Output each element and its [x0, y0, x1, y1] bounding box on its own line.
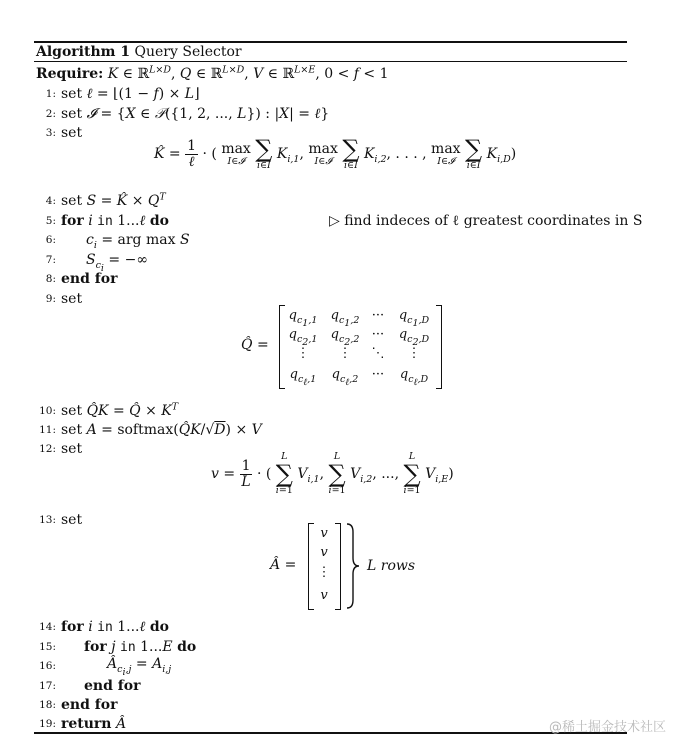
matrix-cell: $q_{c_1,2}$ [330, 308, 360, 329]
line-3: set [61, 125, 83, 141]
equation-k-hat: K̂ = $\frac{1}{\text{ℓ}}$ · ( max I∈𝓘 ∑ i∈I $K_{i,1}$, max I∈𝓘 ∑ i∈I $K_{i,2}$, . . . , max I∈𝓘 ∑ i∈I $K_{i,D}$) [154, 135, 517, 171]
brace-label: L rows [367, 558, 416, 574]
line-17: end for [84, 678, 141, 694]
vector-cell: v [320, 545, 328, 560]
right-brace [345, 522, 361, 610]
line-14: for i in 1...ℓ do [61, 619, 169, 635]
matrix-cell: $q_{c_2,2}$ [330, 327, 360, 348]
equation-v: v = $\frac{1}{L}$ · ( L ∑ i=1 $V_{i,1}$, L ∑ i=1 $V_{i,2}$, ..., L ∑ i=1 $V_{i,E}$) [211, 451, 454, 496]
matrix-cell: ⋮ [407, 346, 421, 361]
matrix-cell: ⋱ [371, 346, 385, 361]
line-number: 14: [39, 621, 56, 633]
matrix-cell: $q_{c_1,1}$ [288, 308, 318, 329]
line-1: set ℓ = ⌊(1 − f) × L⌋ [61, 86, 200, 102]
bottom-rule [34, 732, 627, 734]
line-19: return Â [61, 716, 127, 732]
matrix-cell: ⋮ [296, 346, 310, 361]
comment: ▷ find indeces of ℓ greatest coordinates in S [329, 213, 643, 229]
matrix-cell: $q_{c_2,1}$ [288, 327, 318, 348]
algorithm-title: Query Selector [134, 44, 242, 60]
equation-q-hat-lhs: Q̂ = [241, 337, 269, 353]
header-rule [34, 61, 627, 62]
line-number: 5: [45, 215, 56, 227]
algorithm-header [36, 44, 242, 60]
line-number: 18: [39, 699, 56, 711]
top-rule [34, 41, 627, 43]
line-6: $c_i$ = arg max S [86, 232, 190, 251]
matrix-cell: $q_{c_\ell,D}$ [399, 367, 429, 388]
line-2: set 𝓘 = {X ∈ 𝒫({1, 2, ..., L}) : |X| = ℓ} [61, 106, 330, 122]
vector-cell: v [320, 588, 328, 603]
line-number: 17: [39, 680, 56, 692]
line-number: 2: [45, 108, 56, 120]
line-8: end for [61, 271, 118, 287]
line-18: end for [61, 697, 118, 713]
line-7: $S_{c_i}$ = −∞ [86, 252, 148, 274]
line-number: 6: [45, 234, 56, 246]
watermark: @稀土掘金技术社区 [548, 720, 666, 735]
line-number: 3: [45, 127, 56, 139]
matrix-right-bracket [436, 305, 442, 389]
line-13: set [61, 512, 83, 528]
vector-cell: ⋮ [317, 565, 331, 580]
line-4: set S = K̂ × $Q^T$ [61, 191, 166, 209]
matrix-cell: ··· [371, 327, 385, 342]
matrix-cell: $q_{c_\ell,1}$ [289, 367, 317, 388]
line-11: set A = softmax(Q̂K/√D) × V [61, 422, 262, 438]
line-number: 15: [39, 641, 56, 653]
line-9: set [61, 291, 83, 307]
line-5: for i in 1...ℓ do [61, 213, 169, 229]
line-15: for j in 1...E do [84, 639, 197, 655]
line-number: 8: [45, 273, 56, 285]
algorithm-label: Algorithm 1 [36, 44, 131, 60]
matrix-cell: ⋮ [338, 346, 352, 361]
require-line: Require: K ∈ ℝ$^{L\times D}$, Q ∈ ℝ$^{L\times D}$, V ∈ ℝ$^{L\times E}$, 0 < f < 1 [36, 64, 389, 82]
matrix-cell: $q_{c_\ell,2}$ [331, 367, 359, 388]
line-number: 13: [39, 514, 56, 526]
line-number: 19: [39, 718, 56, 730]
vector-right-bracket [335, 523, 341, 610]
line-number: 4: [45, 195, 56, 207]
line-number: 1: [45, 88, 56, 100]
matrix-cell: $q_{c_1,D}$ [398, 308, 430, 329]
line-number: 10: [39, 405, 56, 417]
vector-cell: v [320, 526, 328, 541]
line-16: $Â_{c_i,j} = A_{i,j}$ [107, 656, 172, 678]
line-number: 12: [39, 443, 56, 455]
require-label: Require: [36, 66, 104, 82]
line-12: set [61, 441, 83, 457]
line-number: 16: [39, 660, 56, 672]
matrix-cell: ··· [371, 308, 385, 323]
equation-a-hat-lhs: Â = [270, 557, 297, 573]
matrix-cell: ··· [371, 367, 385, 382]
line-10: set Q̂K = Q̂ × $K^T$ [61, 401, 179, 419]
line-number: 9: [45, 293, 56, 305]
line-number: 7: [45, 254, 56, 266]
matrix-cell: $q_{c_2,D}$ [398, 327, 430, 348]
line-number: 11: [39, 424, 56, 436]
